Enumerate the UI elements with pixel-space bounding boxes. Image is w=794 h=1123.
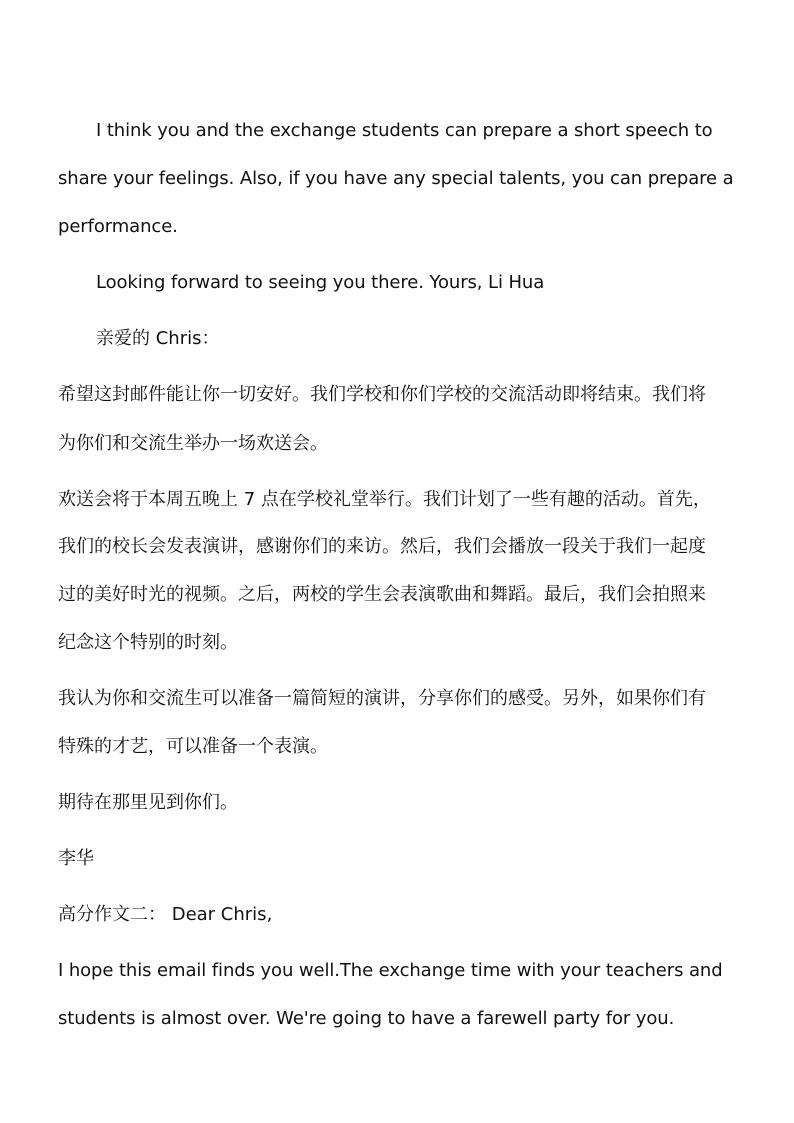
section-heading: 高分作文二： Dear Chris, [58,904,273,925]
text-line-cn: 纪念这个特别的时刻。 [58,632,238,653]
text-line-cn: 特殊的才艺，可以准备一个表演。 [58,736,328,757]
text-line: I think you and the exchange students can prepare a short speech to [96,120,713,141]
text-line-cn: 希望这封邮件能让你一切安好。我们学校和你们学校的交流活动即将结束。我们将 [58,384,706,405]
text-line-cn: 我们的校长会发表演讲，感谢你们的来访。然后，我们会播放一段关于我们一起度 [58,536,706,557]
text-line-cn: 我认为你和交流生可以准备一篇简短的演讲，分享你们的感受。另外，如果你们有 [58,688,706,709]
text-line: students is almost over. We're going to have a farewell party for you. [58,1008,675,1029]
text-line: performance. [58,216,178,237]
text-line-cn: 为你们和交流生举办一场欢送会。 [58,433,328,454]
text-line: I hope this email finds you well.The exchange time with your teachers and [58,960,723,981]
text-line-cn: 欢送会将于本周五晚上 7 点在学校礼堂举行。我们计划了一些有趣的活动。首先， [58,489,711,510]
signature-cn: 李华 [58,848,94,869]
salutation-cn: 亲爱的 Chris： [96,328,220,349]
text-line-cn: 期待在那里见到你们。 [58,792,238,813]
text-line: share your feelings. Also, if you have any special talents, you can prepare a [58,168,734,189]
text-line-cn: 过的美好时光的视频。之后，两校的学生会表演歌曲和舞蹈。最后，我们会拍照来 [58,584,706,605]
text-line: Looking forward to seeing you there. Yours, Li Hua [96,272,545,293]
